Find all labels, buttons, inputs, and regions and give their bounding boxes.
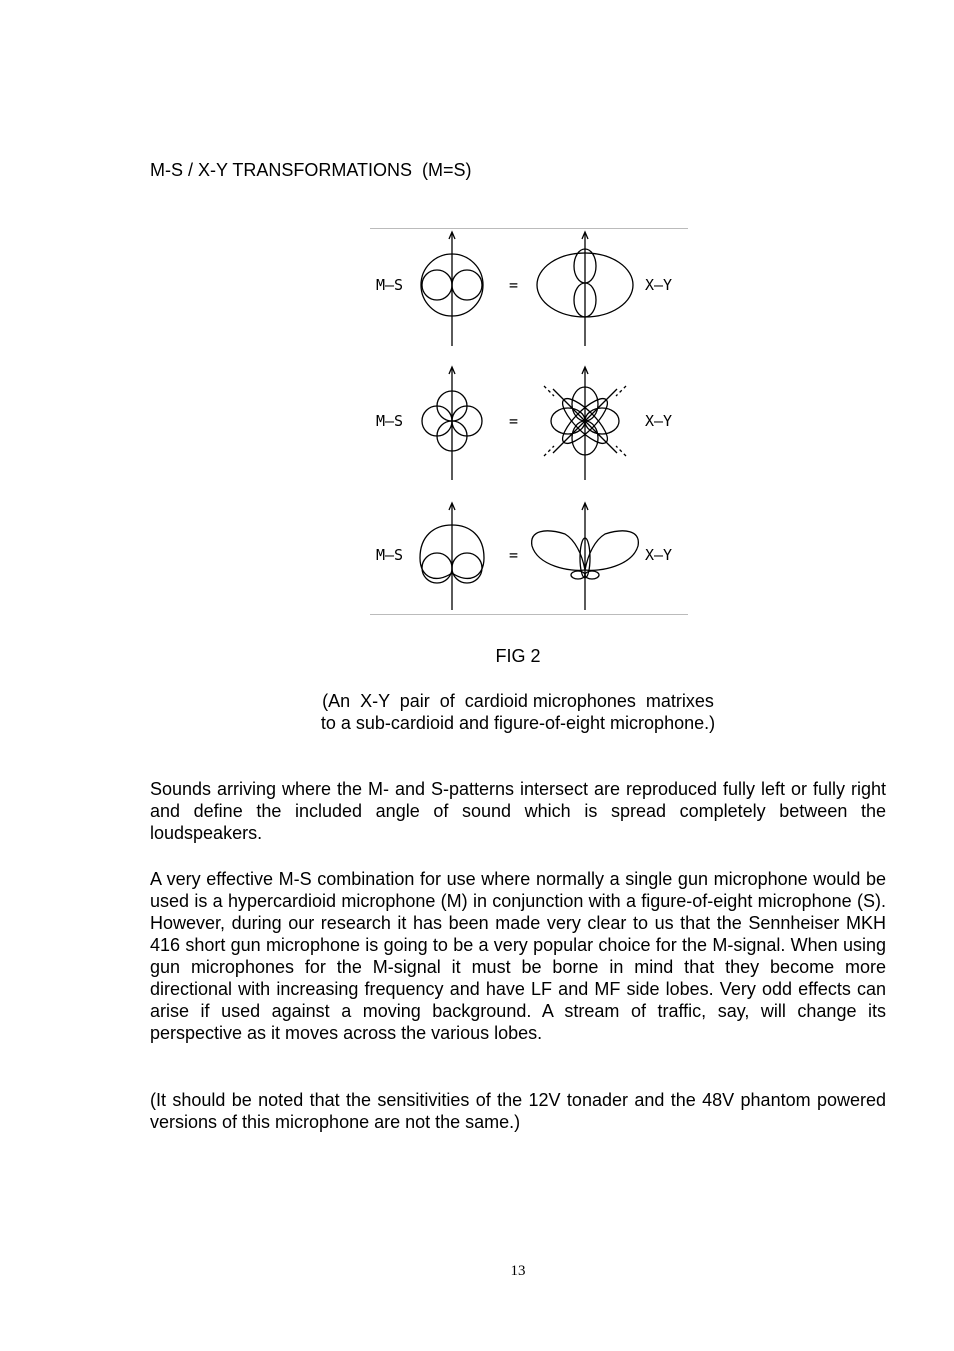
ms-label-row-3: M–S (376, 546, 404, 564)
paragraph-3: (It should be noted that the sensitivities of the 12V tonader and the 48V phantom powered versions of this microphone are not the same.) (150, 1090, 886, 1132)
xy-label-row-1: X–Y (645, 276, 673, 294)
paragraph-2: A very effective M-S combination for use where normally a single gun microphone would be used is a hypercardioid microphone (M) in conjunction with a figure-of-eight microphone (S). However, during our research it has been made very clear to us that the Sennheiser MKH 416 short gun microphone is going to be a very popular choice for the M-signal. When using gun microphones for the M-signal it must be borne in mind that they become more directional with increasing frequency and have LF and MF side lobes. Very odd effects can arise if used against a moving background. A stream of traffic, say, will change its perspective as it moves across the various lobes. (150, 869, 886, 1043)
figure-caption (200, 690, 836, 734)
equals-sign-row-1: = (509, 276, 519, 294)
ms-pattern-row-2 (422, 367, 482, 480)
ms-pattern-row-1 (421, 232, 483, 346)
xy-label-row-2: X–Y (645, 412, 673, 430)
section-heading: M-S / X-Y TRANSFORMATIONS (M=S) (150, 160, 472, 180)
ms-label-row-1: M–S (376, 276, 404, 294)
xy-label-row-3: X–Y (645, 546, 673, 564)
paragraph-1: Sounds arriving where the M- and S-patterns intersect are reproduced fully left or fully right and define the included angle of sound which is spread completely between the loudspeakers. (150, 779, 886, 843)
ms-pattern-row-3 (420, 503, 484, 610)
figure-label: FIG 2 (495, 646, 541, 666)
caption-line-2: to a sub-cardioid and figure-of-eight microphone.) (320, 713, 716, 733)
caption-line-1: (An X-Y pair of cardioid microphones matrixes (322, 691, 714, 711)
xy-pattern-row-2 (544, 367, 626, 480)
equals-sign-row-2: = (509, 412, 519, 430)
xy-pattern-row-3 (532, 503, 639, 610)
page-number: 13 (510, 1263, 526, 1279)
ms-label-row-2: M–S (376, 412, 404, 430)
equals-sign-row-3: = (509, 546, 519, 564)
xy-pattern-row-1 (537, 232, 633, 346)
polar-pattern-figure (370, 228, 688, 615)
